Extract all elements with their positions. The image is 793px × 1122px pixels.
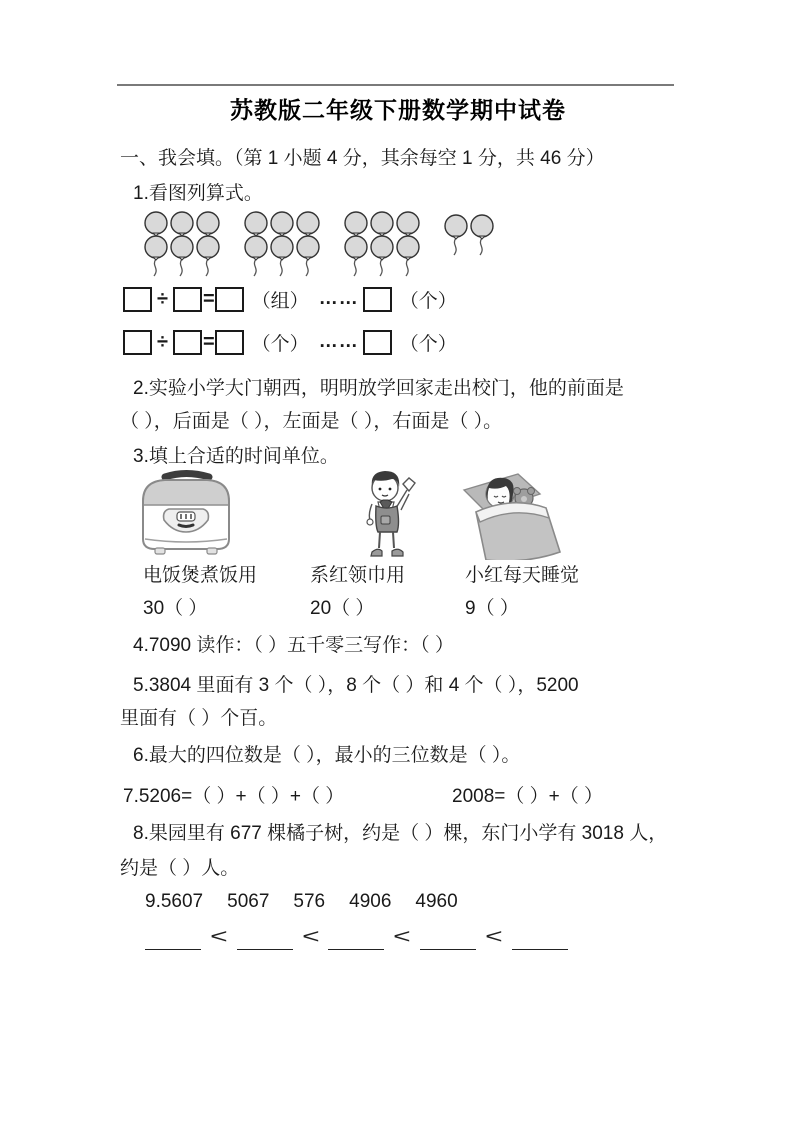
question-9-comparison-row: [145, 924, 568, 950]
balloon-group: [243, 210, 323, 295]
divide-symbol: ÷: [157, 288, 168, 310]
less-than-symbol: <: [301, 926, 320, 948]
unit-label: （个）: [251, 333, 309, 355]
answer-box: [173, 287, 202, 312]
answer-blank: [512, 929, 568, 950]
q1-equation-row-2: [123, 327, 457, 357]
q3-value-red-scarf: 20（ ）: [310, 598, 375, 619]
answer-box: [123, 287, 152, 312]
balloon-group: [143, 210, 223, 295]
q9-number: 576: [293, 891, 326, 912]
question-8-line-2: 约是（ ）人。: [120, 858, 240, 879]
sleeping-girl-icon: [456, 468, 568, 560]
answer-blank: [420, 929, 476, 950]
question-4: 4.7090 读作：（ ）五千零三写作：（ ）: [133, 635, 454, 656]
rice-cooker-icon: [133, 469, 239, 557]
question-9-numbers: [145, 891, 458, 913]
balloon-group: [343, 210, 423, 295]
q3-caption-rice-cooker: 电饭煲煮饭用: [143, 565, 258, 586]
divide-symbol: ÷: [157, 331, 168, 353]
q1-equation-row-1: [123, 284, 457, 314]
answer-box: [215, 330, 244, 355]
unit-label: （组）: [251, 290, 309, 312]
answer-blank: [145, 929, 201, 950]
question-2-line-2: （ ），后面是（ ），左面是（ ），右面是（ ）。: [120, 411, 503, 432]
question-3-label: 3.填上合适的时间单位。: [133, 446, 339, 467]
question-8-line-1: 8.果园里有 677 棵橘子树，约是（ ）棵，东门小学有 3018 人，: [133, 823, 668, 844]
answer-blank: [237, 929, 293, 950]
q9-number: 4960: [415, 891, 458, 912]
remainder-ellipsis: ……: [318, 331, 359, 352]
unit-label: （个）: [399, 290, 457, 312]
equals-symbol: =: [202, 331, 214, 353]
header-divider: [117, 84, 674, 86]
remainder-ellipsis: ……: [318, 288, 359, 309]
answer-box: [123, 330, 152, 355]
equals-symbol: =: [202, 288, 214, 310]
question-7-right: 2008=（ ）+（ ）: [452, 786, 604, 807]
question-6: 6.最大的四位数是（ ），最小的三位数是（ ）。: [133, 745, 521, 766]
question-2-line-1: 2.实验小学大门朝西，明明放学回家走出校门，他的前面是: [133, 378, 624, 399]
less-than-symbol: <: [485, 926, 503, 948]
q3-caption-sleep: 小红每天睡觉: [465, 565, 580, 586]
answer-blank: [328, 929, 384, 950]
less-than-symbol: <: [210, 926, 228, 948]
q9-number: 9.5607: [145, 891, 204, 912]
q3-value-rice-cooker: 30（ ）: [143, 598, 208, 619]
q9-number: 4906: [349, 891, 392, 912]
boy-with-red-scarf-icon: [352, 466, 424, 563]
answer-box: [363, 330, 392, 355]
question-7-left: 7.5206=（ ）+（ ）+（ ）: [123, 786, 345, 807]
less-than-symbol: <: [393, 926, 411, 948]
balloon-group: [443, 213, 497, 270]
question-1-label: 1.看图列算式。: [133, 183, 263, 204]
q3-caption-red-scarf: 系红领巾用: [310, 565, 406, 586]
q9-number: 5067: [227, 891, 270, 912]
question-5-line-1: 5.3804 里面有 3 个（ ），8 个（ ）和 4 个（ ），5200: [133, 675, 579, 696]
answer-box: [215, 287, 244, 312]
unit-label: （个）: [399, 333, 457, 355]
q3-value-sleep: 9（ ）: [465, 598, 519, 619]
answer-box: [173, 330, 202, 355]
section-1-heading: 一、我会填。（第 1 小题 4 分，其余每空 1 分，共 46 分）: [120, 148, 605, 169]
question-5-line-2: 里面有（ ）个百。: [120, 708, 278, 729]
answer-box: [363, 287, 392, 312]
page-title: 苏教版二年级下册数学期中试卷: [230, 97, 566, 123]
